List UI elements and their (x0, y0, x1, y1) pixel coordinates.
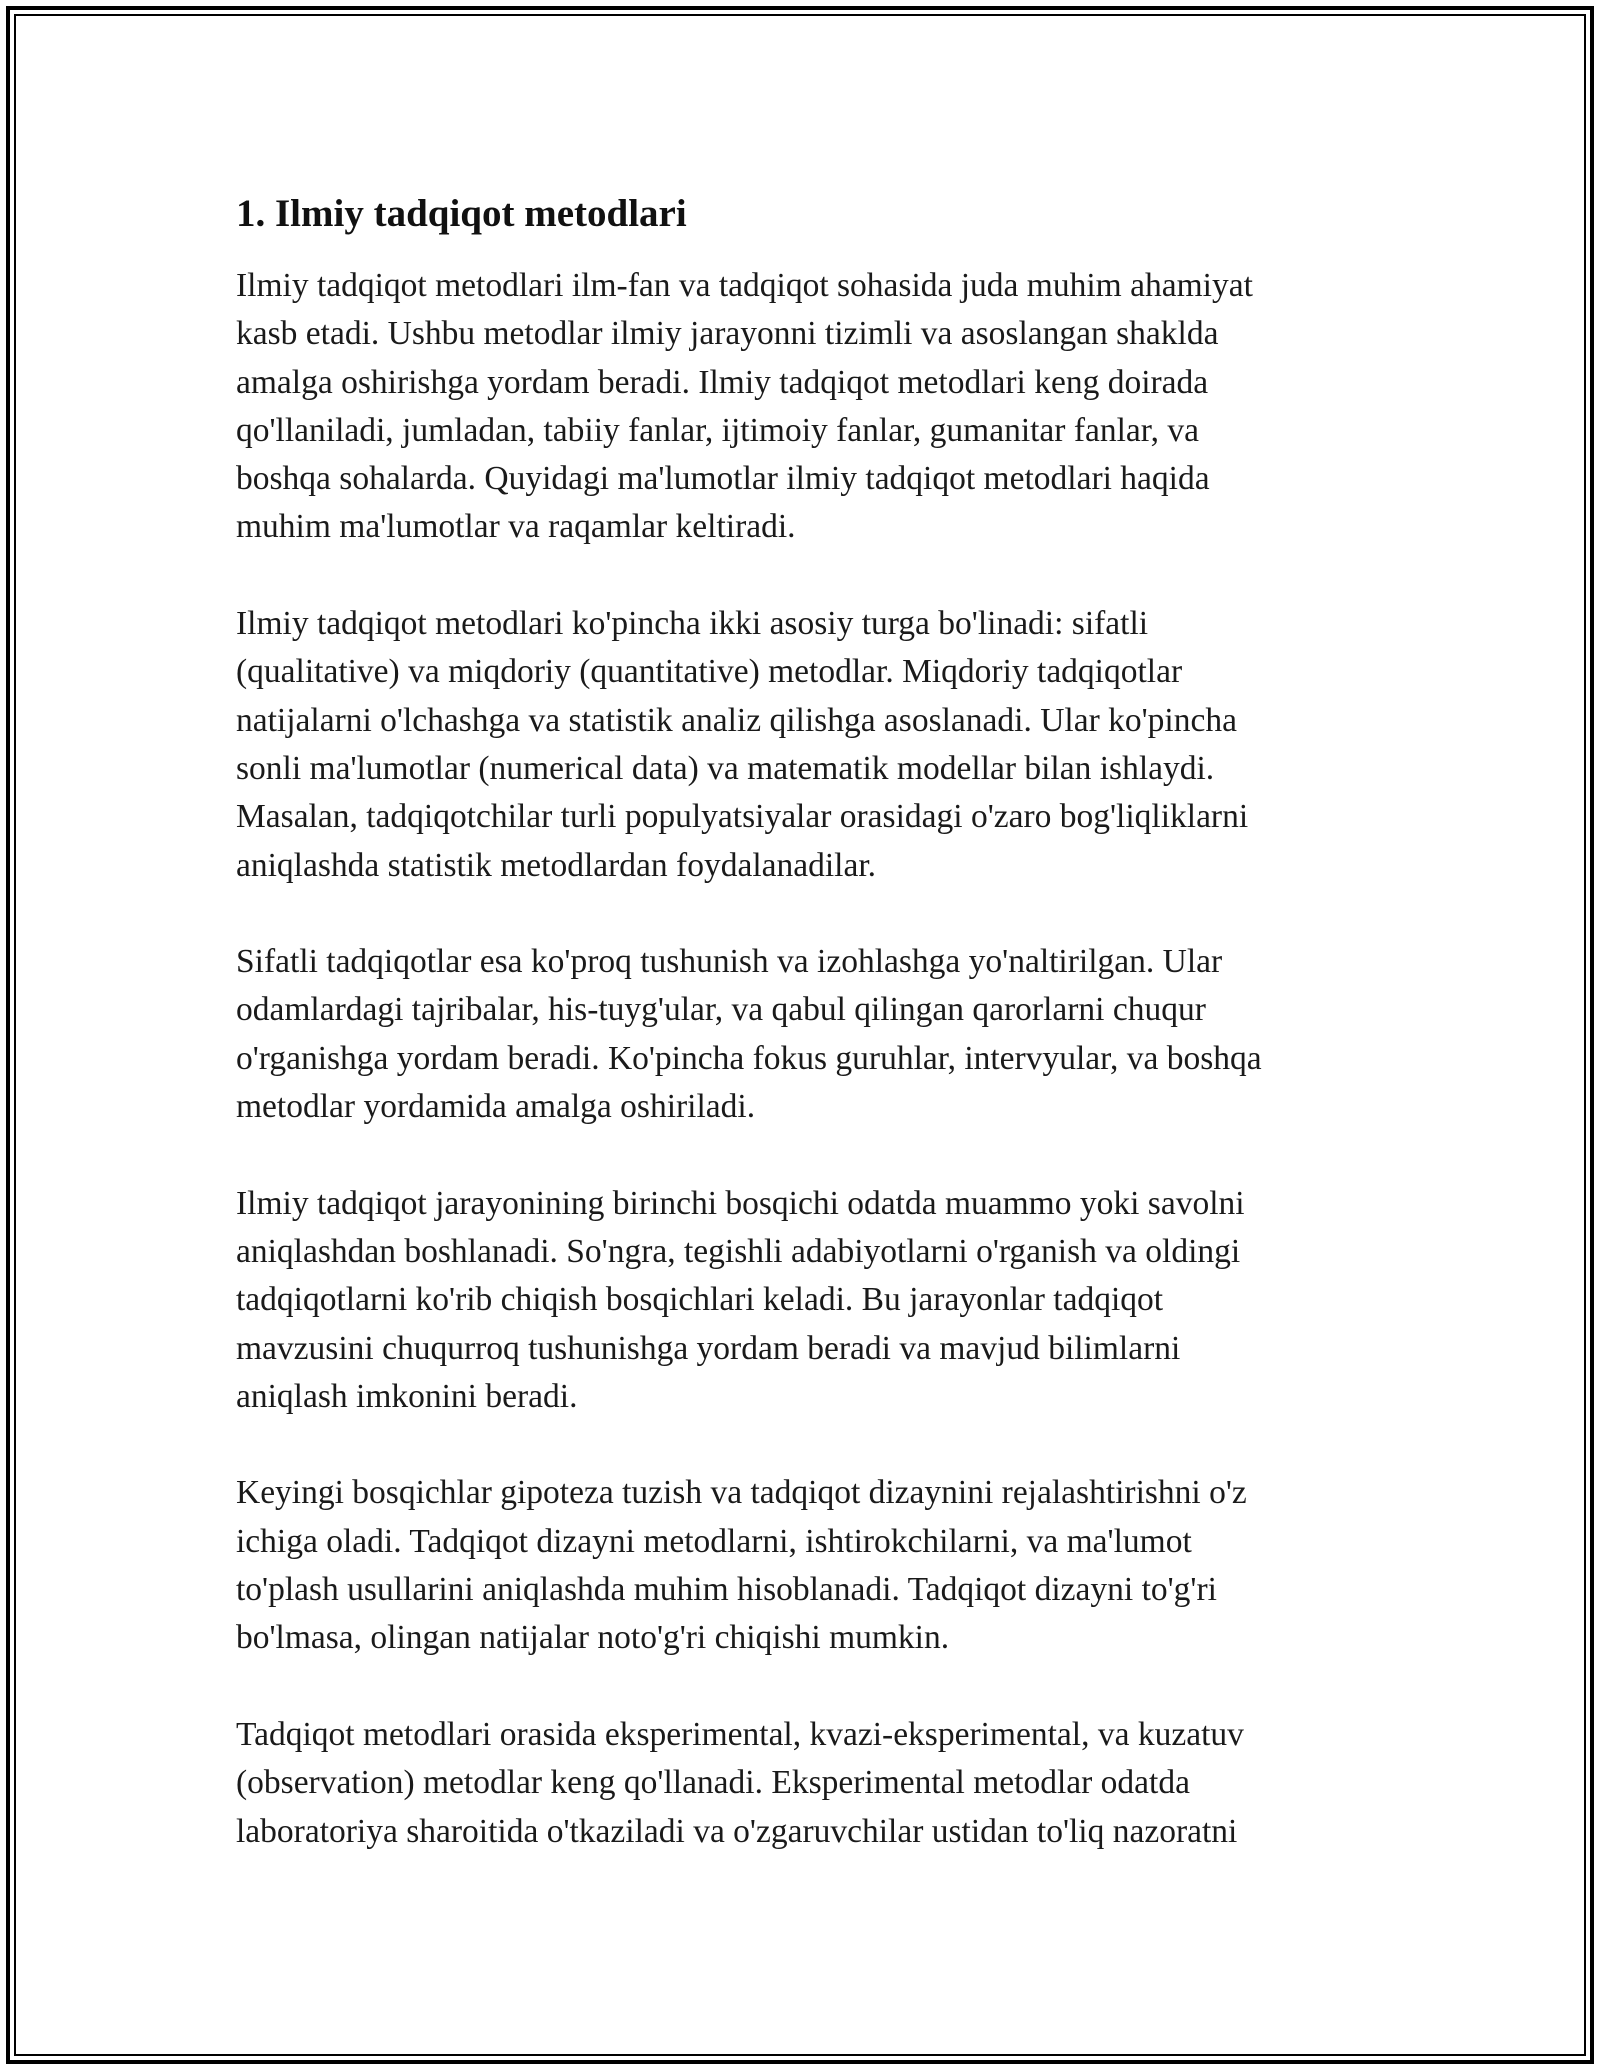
paragraph-line: qo'llaniladi, jumladan, tabiiy fanlar, ijtimoiy fanlar, gumanitar fanlar, va (236, 411, 1199, 449)
paragraph-line: boshqa sohalarda. Quyidagi ma'lumotlar ilmiy tadqiqot metodlari haqida (236, 460, 1210, 498)
paragraph-line: Masalan, tadqiqotchilar turli populyatsiyalar orasidagi o'zaro bog'liqliklarni (236, 798, 1249, 836)
paragraph-list (236, 262, 1386, 1856)
paragraph (236, 1469, 1386, 1662)
paragraph-line: bo'lmasa, olingan natijalar noto'g'ri chiqishi mumkin. (236, 1619, 950, 1657)
paragraph-line: muhim ma'lumotlar va raqamlar keltiradi. (236, 508, 796, 546)
paragraph (236, 600, 1386, 890)
paragraph-line: odamlardagi tajribalar, his-tuyg'ular, va qabul qilingan qarorlarni chuqur (236, 991, 1206, 1029)
paragraph-line: Ilmiy tadqiqot metodlari ko'pincha ikki asosiy turga bo'linadi: sifatli (236, 605, 1149, 643)
paragraph-line: natijalarni o'lchashga va statistik analiz qilishga asoslanadi. Ular ko'pincha (236, 701, 1237, 739)
document-body (236, 190, 1386, 1904)
paragraph (236, 1180, 1386, 1421)
paragraph (236, 1711, 1386, 1856)
paragraph-line: to'plash usullarini aniqlashda muhim hisoblanadi. Tadqiqot dizayni to'g'ri (236, 1571, 1217, 1609)
paragraph-line: (qualitative) va miqdoriy (quantitative) metodlar. Miqdoriy tadqiqotlar (236, 653, 1183, 691)
paragraph-line: sonli ma'lumotlar (numerical data) va matematik modellar bilan ishlaydi. (236, 749, 1215, 787)
paragraph (236, 938, 1386, 1131)
paragraph-line: amalga oshirishga yordam beradi. Ilmiy tadqiqot metodlari keng doirada (236, 363, 1209, 401)
paragraph-line: laboratoriya sharoitida o'tkaziladi va o'zgaruvchilar ustidan to'liq nazoratni (236, 1812, 1238, 1850)
paragraph (236, 262, 1386, 552)
paragraph-line: aniqlash imkonini beradi. (236, 1377, 578, 1415)
paragraph-line: tadqiqotlarni ko'rib chiqish bosqichlari keladi. Bu jarayonlar tadqiqot (236, 1281, 1164, 1319)
paragraph-line: o'rganishga yordam beradi. Ko'pincha fokus guruhlar, intervyular, va boshqa (236, 1039, 1262, 1077)
paragraph-line: Sifatli tadqiqotlar esa ko'proq tushunish va izohlashga yo'naltirilgan. Ular (236, 943, 1223, 981)
paragraph-line: aniqlashda statistik metodlardan foydalanadilar. (236, 846, 877, 884)
paragraph-line: aniqlashdan boshlanadi. So'ngra, tegishli adabiyotlarni o'rganish va oldingi (236, 1232, 1241, 1270)
paragraph-line: ichiga oladi. Tadqiqot dizayni metodlarni, ishtirokchilarni, va ma'lumot (236, 1522, 1192, 1560)
paragraph-line: Keyingi bosqichlar gipoteza tuzish va tadqiqot dizaynini rejalashtirishni o'z (236, 1474, 1247, 1512)
section-heading: 1. Ilmiy tadqiqot metodlari (236, 192, 687, 235)
paragraph-line: mavzusini chuqurroq tushunishga yordam beradi va mavjud bilimlarni (236, 1329, 1181, 1367)
paragraph-line: Ilmiy tadqiqot jarayonining birinchi bosqichi odatda muammo yoki savolni (236, 1184, 1245, 1222)
paragraph-line: kasb etadi. Ushbu metodlar ilmiy jarayonni tizimli va asoslangan shaklda (236, 315, 1219, 353)
paragraph-line: Tadqiqot metodlari orasida eksperimental, kvazi-eksperimental, va kuzatuv (236, 1715, 1244, 1753)
paragraph-line: (observation) metodlar keng qo'llanadi. Eksperimental metodlar odatda (236, 1764, 1190, 1802)
paragraph-line: Ilmiy tadqiqot metodlari ilm-fan va tadqiqot sohasida juda muhim ahamiyat (236, 267, 1253, 304)
paragraph-line: metodlar yordamida amalga oshiriladi. (236, 1088, 756, 1126)
